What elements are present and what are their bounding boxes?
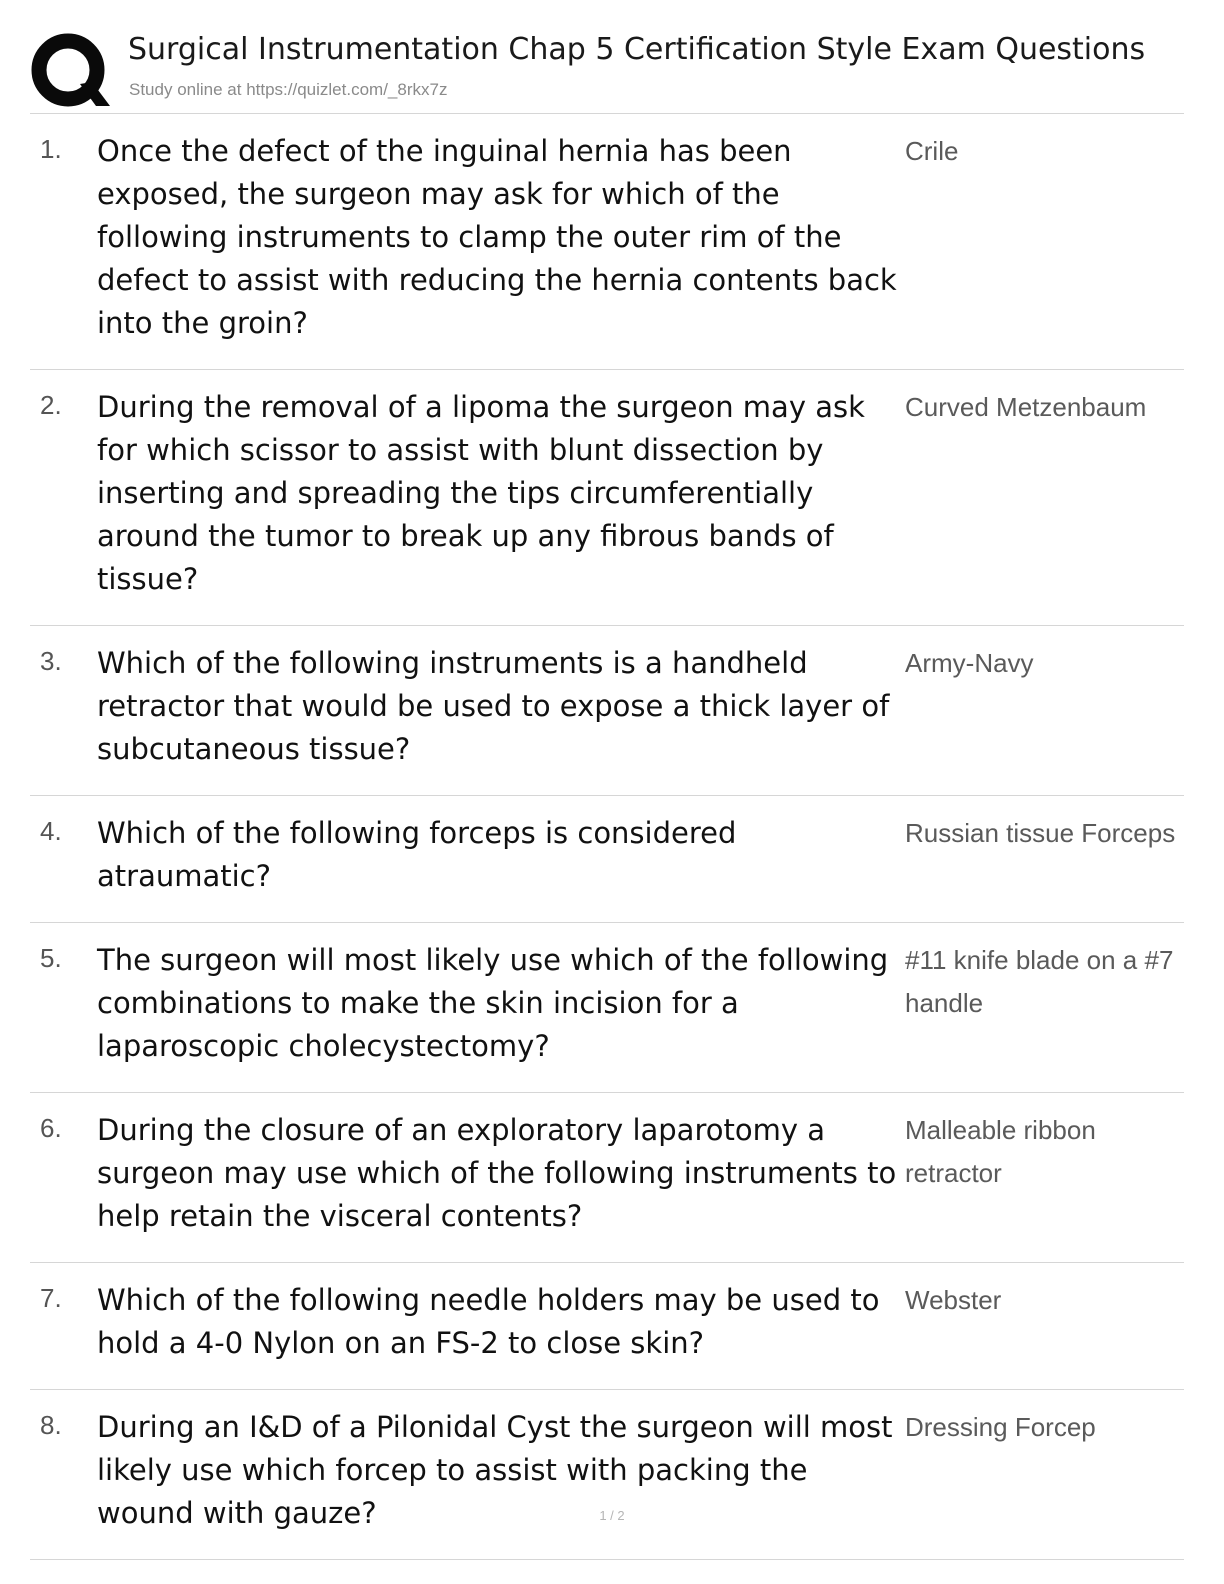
study-online-link[interactable]: Study online at https://quizlet.com/_8rkx7z (129, 80, 448, 99)
page-number: 1 / 2 (599, 1508, 625, 1523)
flashcard-row (30, 1390, 1184, 1560)
card-definition: Army-Navy (905, 648, 1034, 678)
page-header (30, 28, 1184, 112)
flashcard-row (30, 1263, 1184, 1390)
card-term: Which of the following forceps is considered atraumatic? (97, 816, 737, 893)
card-term: During an I&D of a Pilonidal Cyst the surgeon will most likely use which forcep to assist with packing the wound with gauze? (97, 1410, 893, 1530)
card-definition: Curved Metzenbaum (905, 392, 1147, 422)
card-term: Once the defect of the inguinal hernia has been exposed, the surgeon may ask for which of the following instruments to clamp the outer rim of the defect to assist with reducing the hernia contents back into the groin? (97, 134, 897, 340)
flashcard-row (30, 796, 1184, 923)
flashcard-list (30, 114, 1184, 1560)
card-term: During the removal of a lipoma the surgeon may ask for which scissor to assist with blunt dissection by inserting and spreading the tips circumferentially around the tumor to break up any fibrous bands of tissue? (97, 390, 865, 596)
card-number: 3. (40, 646, 62, 676)
card-number: 6. (40, 1113, 62, 1143)
card-term: Which of the following needle holders may be used to hold a 4-0 Nylon on an FS-2 to close skin? (97, 1283, 880, 1360)
card-term: The surgeon will most likely use which of the following combinations to make the skin incision for a laparoscopic cholecystectomy? (97, 943, 889, 1063)
card-number: 8. (40, 1410, 62, 1440)
card-definition: Crile (905, 136, 959, 166)
card-definition: #11 knife blade on a #7 handle (905, 945, 1174, 1018)
card-definition: Russian tissue Forceps (905, 818, 1176, 848)
card-number: 7. (40, 1283, 62, 1313)
card-term: Which of the following instruments is a handheld retractor that would be used to expose a thick layer of subcutaneous tissue? (97, 646, 890, 766)
card-number: 5. (40, 943, 62, 973)
flashcard-row (30, 370, 1184, 626)
card-definition: Malleable ribbon retractor (905, 1115, 1096, 1188)
flashcard-row (30, 923, 1184, 1093)
card-definition: Webster (905, 1285, 1002, 1315)
card-number: 1. (40, 134, 62, 164)
quizlet-logo-icon (30, 32, 110, 112)
flashcard-row (30, 626, 1184, 796)
card-number: 4. (40, 816, 62, 846)
flashcard-row (30, 1093, 1184, 1263)
flashcard-row (30, 114, 1184, 370)
card-definition: Dressing Forcep (905, 1412, 1096, 1442)
card-number: 2. (40, 390, 62, 420)
card-term: During the closure of an exploratory laparotomy a surgeon may use which of the following instruments to help retain the visceral contents? (97, 1113, 897, 1233)
page-title: Surgical Instrumentation Chap 5 Certification Style Exam Questions (128, 32, 1146, 67)
